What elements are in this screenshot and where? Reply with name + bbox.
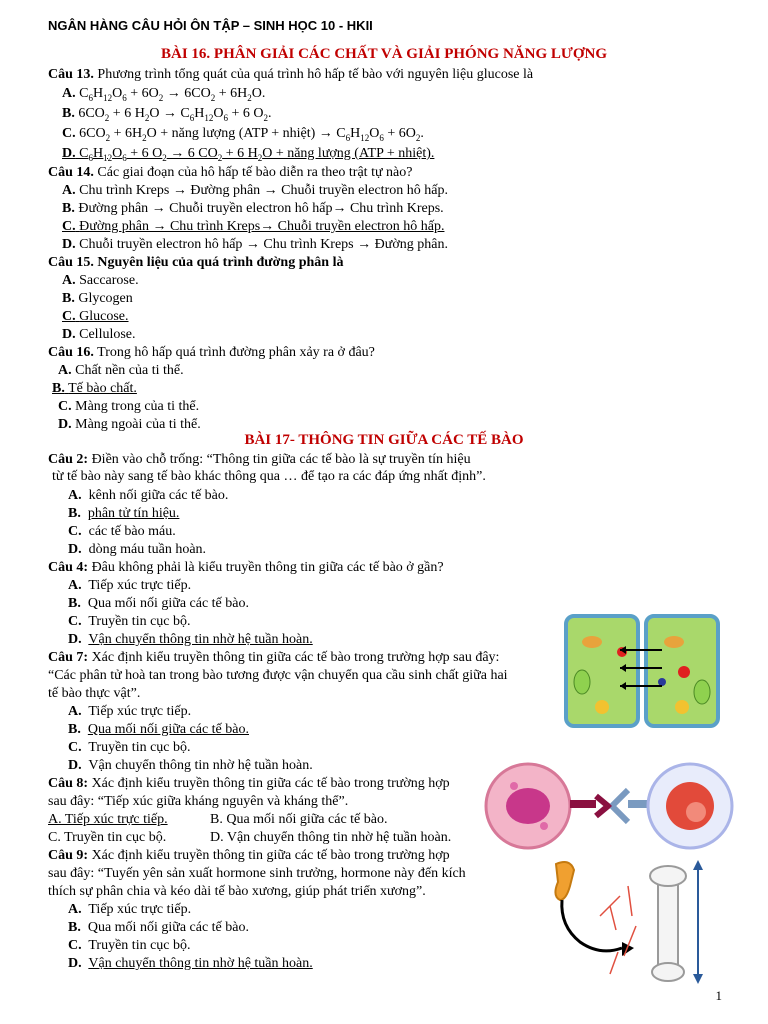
question-2: Câu 2: Điền vào chỗ trống: “Thông tin giữa các tế bào là sự truyền tín hiệu (48, 452, 471, 467)
q8-option-c: C. Truyền tin cục bộ. (48, 830, 167, 845)
q4-option-b: B. Qua mối nối giữa các tế bào. (68, 596, 249, 611)
q13-option-d: D. $C_6H_{12}O_6 + 6$ $O_2 \to 6$ $CO_2 + 6$ $H_2O$ + năng lượng (ATP + nhiệt). (62, 146, 435, 163)
q8-option-d: D. Vận chuyển thông tin nhờ hệ tuần hoàn. (210, 830, 452, 845)
q13-option-a: A. $C_6H_{12}O_6 + 6O_2 \to 6CO_2 + 6H_2O$. (62, 86, 266, 103)
q13-option-c: C. $6CO_2 + 6H_2O$ + năng lượng (ATP + nhiệt) → $C_6H_{12}O_6 + 6O_2$. (62, 126, 424, 143)
q4-option-d: D. Vận chuyển thông tin nhờ hệ tuần hoàn. (68, 632, 313, 647)
question-4: Câu 4: Đâu không phải là kiểu truyền thông tin giữa các tế bào ở gần? (48, 560, 444, 575)
q8-option-b: B. Qua mối nối giữa các tế bào. (210, 812, 388, 827)
q14-option-d: D. Chuỗi truyền electron hô hấp → Chu trình Kreps → Đường phân. (62, 237, 448, 252)
q14-option-c: C. Đường phân → Chu trình Kreps→ Chuỗi truyền electron hô hấp. (62, 219, 445, 234)
q4-option-a: A. Tiếp xúc trực tiếp. (68, 578, 192, 593)
q7-option-a: A. Tiếp xúc trực tiếp. (68, 704, 192, 719)
q16-option-a: A. Chất nền của ti thể. (58, 363, 184, 378)
question-9: Câu 9: Xác định kiểu truyền thông tin giữa các tế bào trong trường hợp (48, 848, 450, 863)
q14-option-b: B. Đường phân → Chuỗi truyền electron hô hấp→ Chu trình Kreps. (62, 201, 444, 216)
pituitary-bone-illustration (540, 856, 716, 986)
q8-option-a: A. Tiếp xúc trực tiếp. (48, 812, 168, 827)
question-7-cont2: tế bào thực vật”. (48, 686, 141, 701)
question-8: Câu 8: Xác định kiểu truyền thông tin giữa các tế bào trong trường hợp (48, 776, 450, 791)
q2-option-d: D. dòng máu tuần hoàn. (68, 542, 207, 557)
q15-option-a: A. Saccarose. (62, 273, 139, 288)
q16-option-c: C. Màng trong của ti thể. (58, 399, 200, 414)
q15-option-d: D. Cellulose. (62, 327, 136, 342)
question-16: Câu 16. Trong hô hấp quá trình đường phân xảy ra ở đâu? (48, 345, 375, 360)
question-7: Câu 7: Xác định kiểu truyền thông tin giữa các tế bào trong trường hợp sau đây: (48, 650, 500, 665)
question-9-cont: sau đây: “Tuyến yên sản xuất hormone sinh trưởng, hormone này đến kích (48, 866, 466, 881)
q7-option-d: D. Vận chuyển thông tin nhờ hệ tuần hoàn. (68, 758, 313, 773)
page-header: NGÂN HÀNG CÂU HỎI ÔN TẬP – SINH HỌC 10 - HKII (48, 18, 373, 33)
q7-option-c: C. Truyền tin cục bộ. (68, 740, 191, 755)
q2-option-a: A. kênh nối giữa các tế bào. (68, 488, 229, 503)
question-7-cont: “Các phân tử hoà tan trong bào tương được vận chuyển qua cầu sinh chất giữa hai (48, 668, 508, 683)
page-number: 1 (715, 988, 722, 1003)
question-8-cont: sau đây: “Tiếp xúc giữa kháng nguyên và kháng thể”. (48, 794, 349, 809)
q9-option-b: B. Qua mối nối giữa các tế bào. (68, 920, 249, 935)
question-15: Câu 15. Nguyên liệu của quá trình đường phân là (48, 255, 344, 270)
q9-option-a: A. Tiếp xúc trực tiếp. (68, 902, 192, 917)
q2-option-c: C. các tế bào máu. (68, 524, 176, 539)
q9-option-d: D. Vận chuyển thông tin nhờ hệ tuần hoàn. (68, 956, 313, 971)
question-9-cont2: thích sự phân chia và kéo dài tế bào xương, giúp phát triển xương”. (48, 884, 426, 899)
section-title-bai16: BÀI 16. PHÂN GIẢI CÁC CHẤT VÀ GIẢI PHÓNG NĂNG LƯỢNG (160, 46, 607, 62)
antigen-antibody-illustration (478, 760, 738, 852)
q4-option-c: C. Truyền tin cục bộ. (68, 614, 191, 629)
q2-option-b: B. phân tử tín hiệu. (68, 506, 180, 521)
q16-option-b: B. Tế bào chất. (52, 381, 137, 396)
q13-option-b: B. $6CO_2 + 6$ $H_2O \to C_6H_{12}O_6 + 6$ $O_2$. (62, 106, 272, 123)
q15-option-b: B. Glycogen (62, 291, 133, 306)
question-2-cont: từ tế bào này sang tế bào khác thông qua … để tạo ra các đáp ứng nhất định”. (52, 469, 486, 484)
q7-option-b: B. Qua mối nối giữa các tế bào. (68, 722, 249, 737)
q16-option-d: D. Màng ngoài của ti thể. (58, 417, 201, 432)
plant-cells-illustration (562, 612, 722, 730)
q14-option-a: A. Chu trình Kreps → Đường phân → Chuỗi truyền electron hô hấp. (62, 183, 448, 198)
q15-option-c: C. Glucose. (62, 309, 129, 324)
question-13: Câu 13. Phương trình tổng quát của quá trình hô hấp tế bào với nguyên liệu glucose là (48, 67, 534, 82)
section-title-bai17: BÀI 17- THÔNG TIN GIỮA CÁC TẾ BÀO (244, 432, 524, 448)
q9-option-c: C. Truyền tin cục bộ. (68, 938, 191, 953)
question-14: Câu 14. Các giai đoạn của hô hấp tế bào diễn ra theo trật tự nào? (48, 165, 413, 180)
